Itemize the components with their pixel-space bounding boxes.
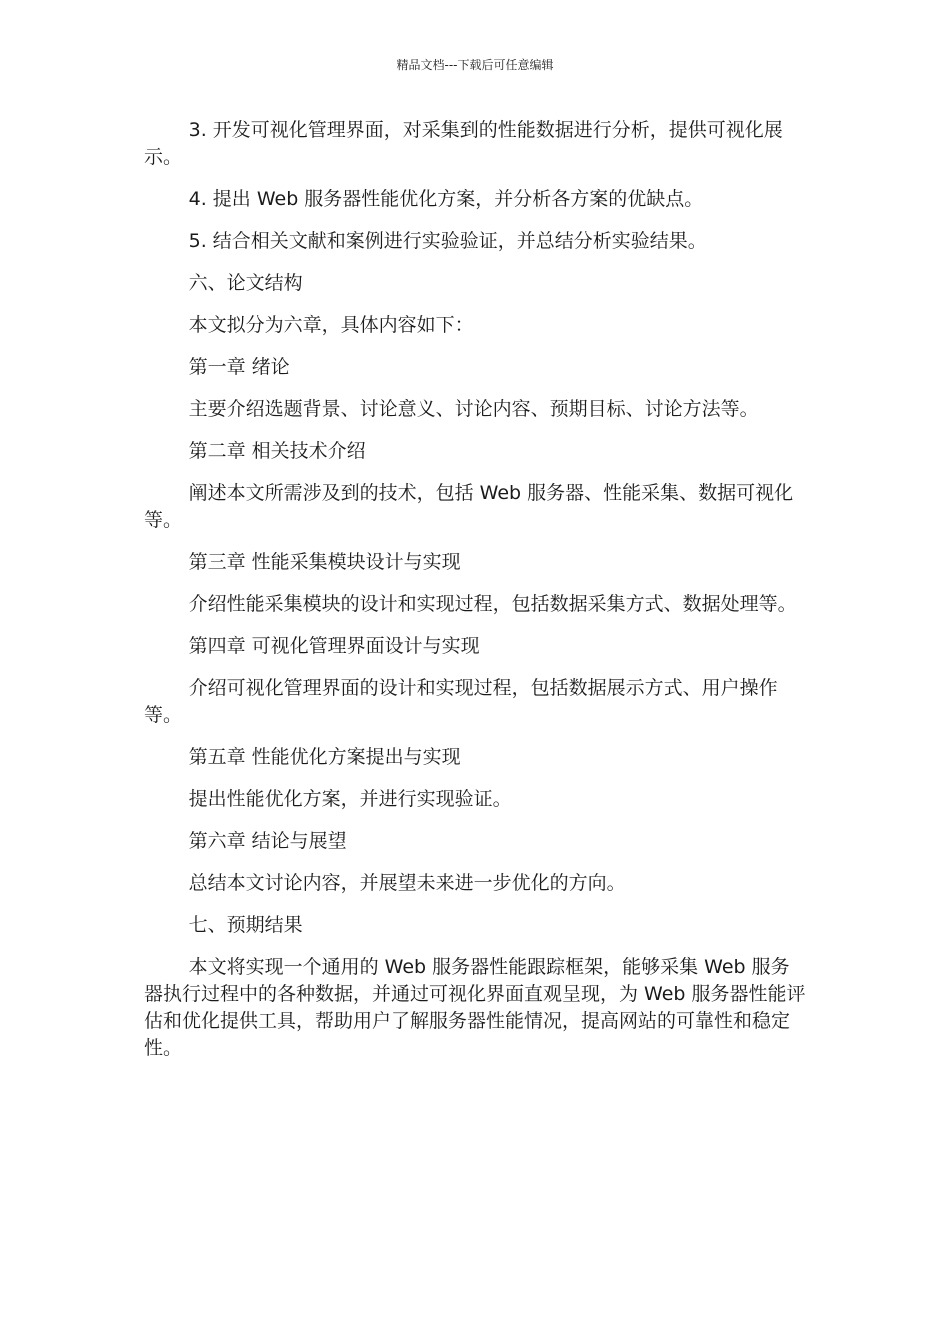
chapter-2-title: 第二章 相关技术介绍 (188, 440, 366, 462)
chapter-4-title: 第四章 可视化管理界面设计与实现 (188, 635, 480, 657)
chapter-3-title: 第三章 性能采集模块设计与实现 (188, 551, 461, 573)
paragraph-item-4: 4. 提出 Web 服务器性能优化方案，并分析各方案的优缺点。 (188, 188, 704, 210)
paragraph-item-3: 3. 开发可视化管理界面，对采集到的性能数据进行分析，提供可视化展示。 (144, 119, 783, 168)
document-body (144, 117, 806, 1077)
paragraph-item-5: 5. 结合相关文献和案例进行实验验证，并总结分析实验结果。 (188, 230, 707, 252)
paragraph-expected-results: 本文将实现一个通用的 Web 服务器性能跟踪框架，能够采集 Web 服务器执行过程中的各种数据，并通过可视化界面直观呈现，为 Web 服务器性能评估和优化提供工具，帮助用户了解服务器性能情况，提高网站的可靠性和稳定性。 (144, 956, 806, 1059)
chapter-1-desc: 主要介绍选题背景、讨论意义、讨论内容、预期目标、讨论方法等。 (188, 398, 759, 420)
chapter-2-desc: 阐述本文所需涉及到的技术，包括 Web 服务器、性能采集、数据可视化等。 (144, 482, 794, 531)
section-heading-structure: 六、论文结构 (188, 272, 303, 294)
chapter-6-title: 第六章 结论与展望 (188, 830, 347, 852)
chapter-3-desc: 介绍性能采集模块的设计和实现过程，包括数据采集方式、数据处理等。 (188, 593, 797, 615)
chapter-5-desc: 提出性能优化方案，并进行实现验证。 (188, 788, 512, 810)
paragraph-structure-intro: 本文拟分为六章，具体内容如下： (188, 314, 474, 336)
page-header: 精品文档---下载后可任意编辑 (396, 58, 554, 72)
chapter-5-title: 第五章 性能优化方案提出与实现 (188, 746, 461, 768)
chapter-6-desc: 总结本文讨论内容，并展望未来进一步优化的方向。 (188, 872, 626, 894)
section-heading-expected: 七、预期结果 (188, 914, 303, 936)
chapter-4-desc: 介绍可视化管理界面的设计和实现过程，包括数据展示方式、用户操作等。 (144, 677, 778, 726)
chapter-1-title: 第一章 绪论 (188, 356, 290, 378)
